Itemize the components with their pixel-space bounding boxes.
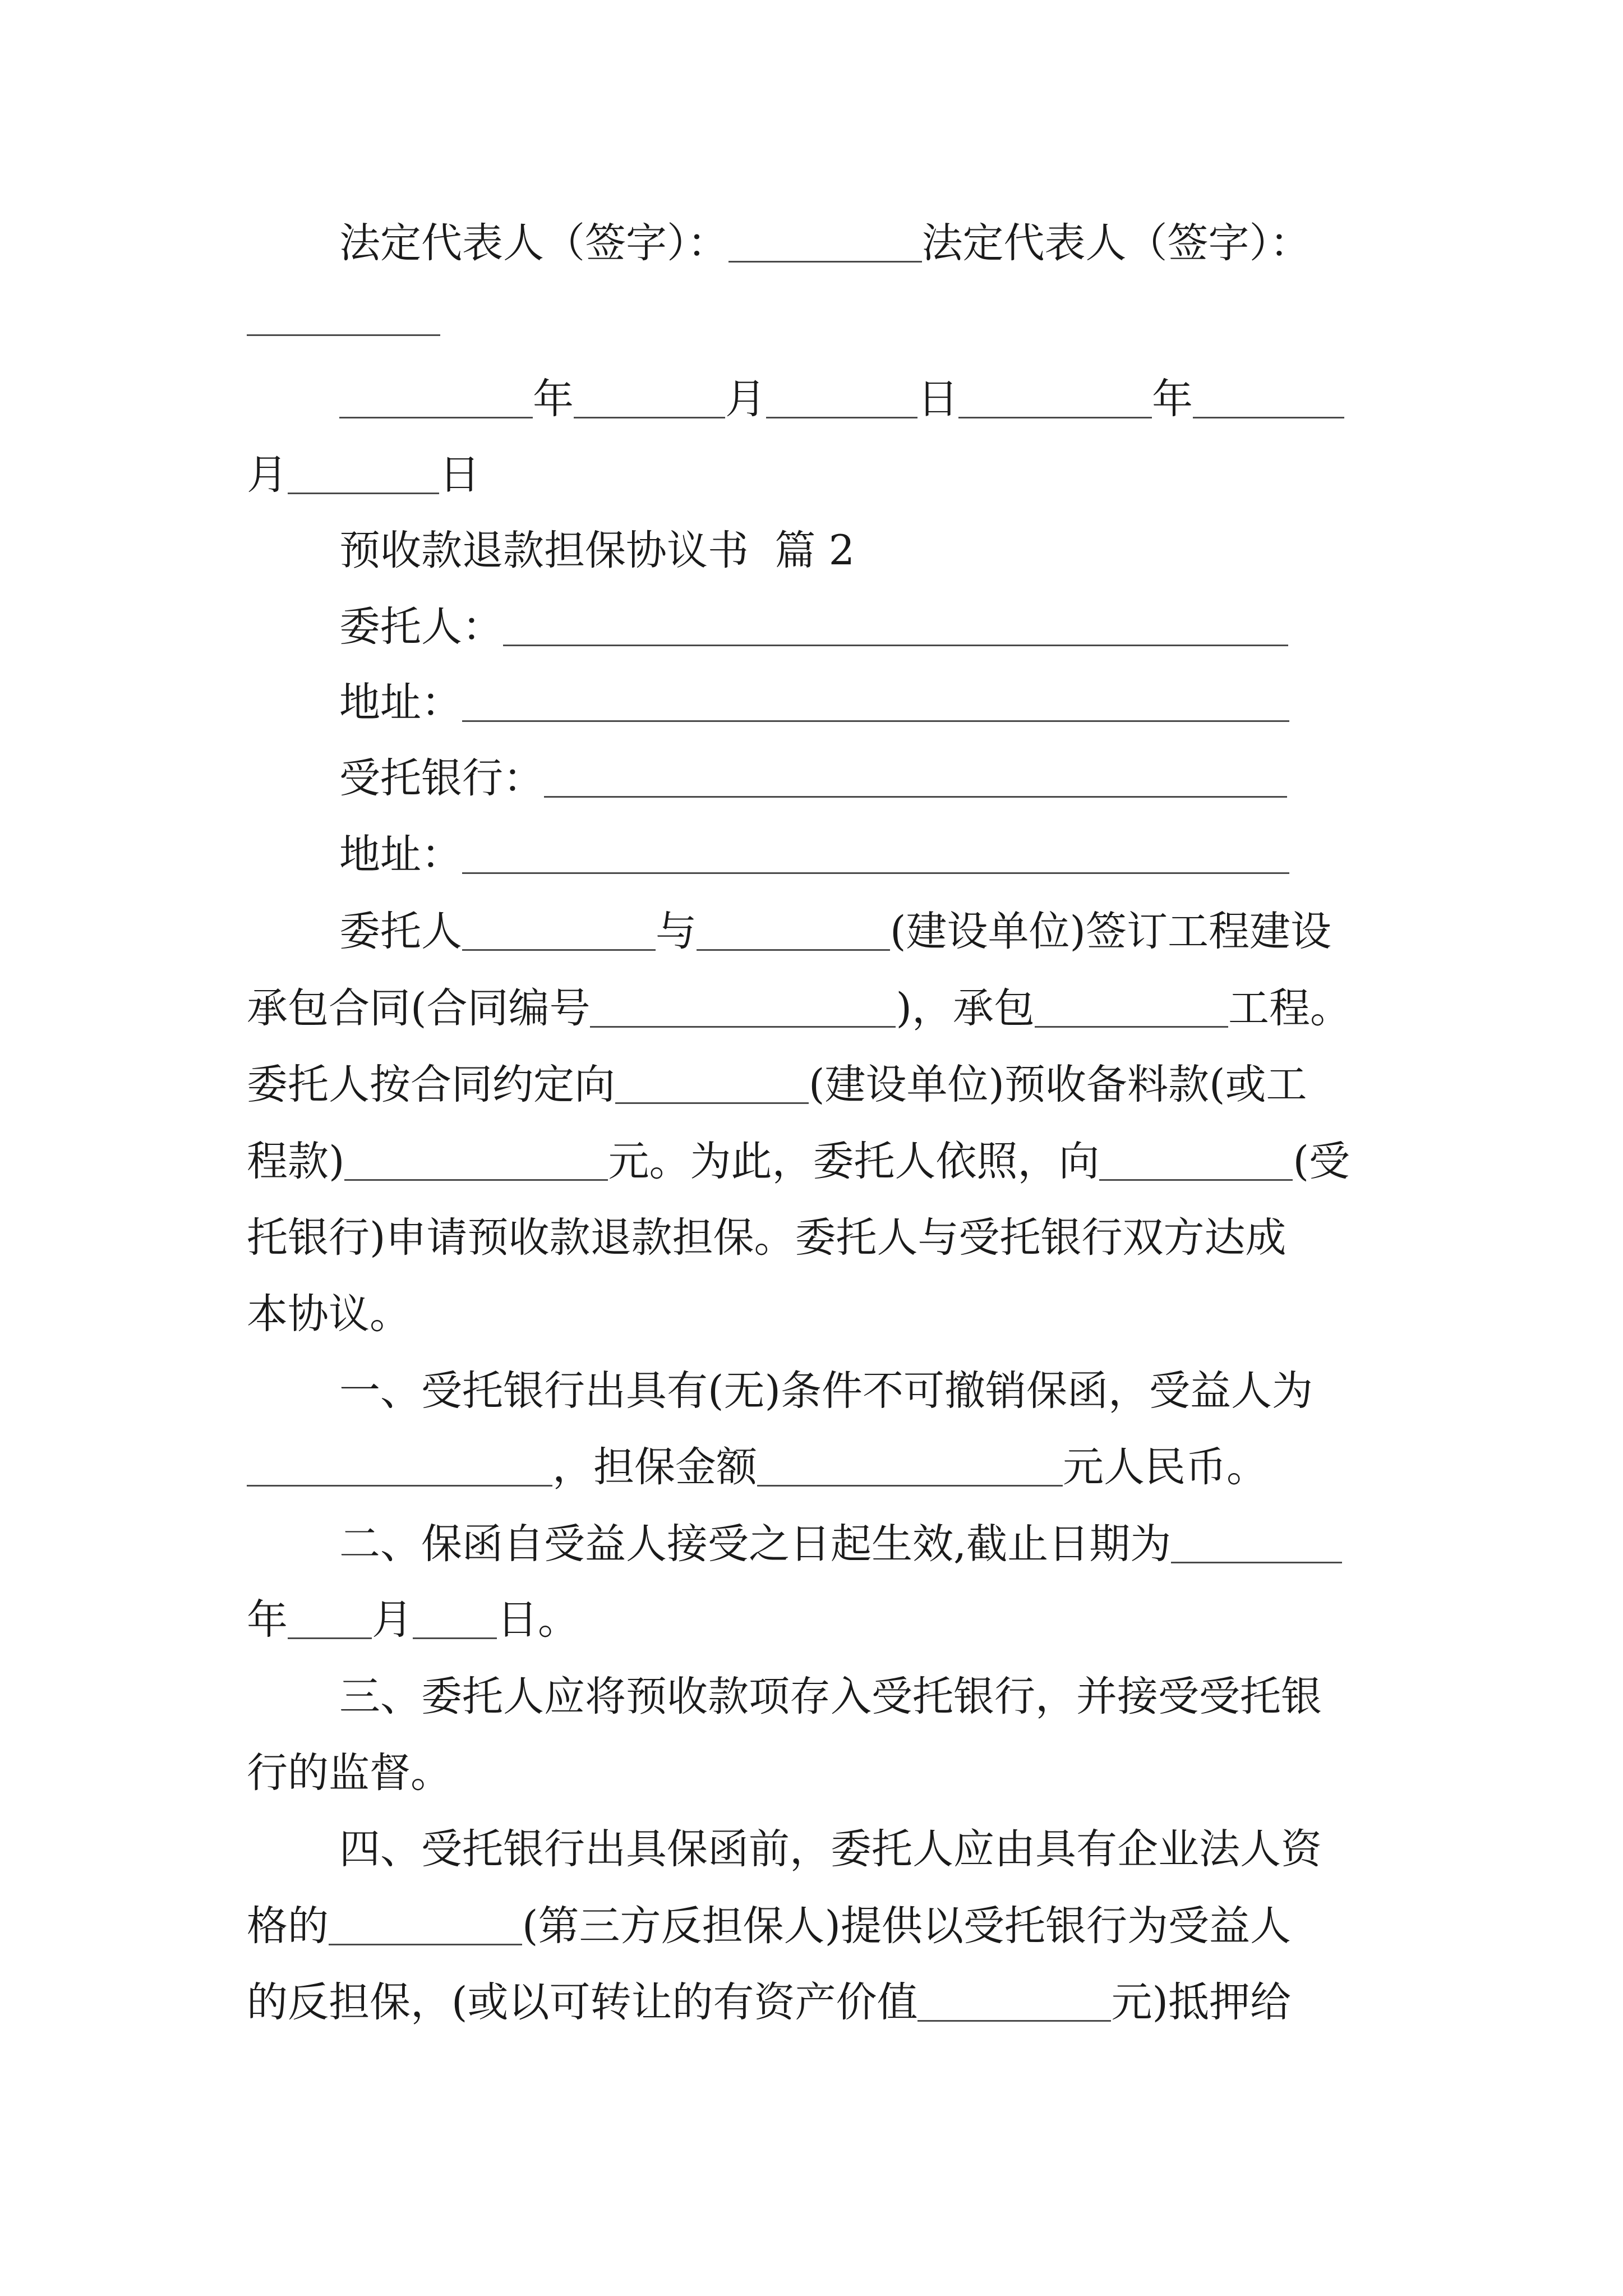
construction-unit-blank[interactable] — [697, 908, 890, 951]
party-bank-address — [339, 827, 1289, 883]
clause-1-line-2 — [247, 1439, 1267, 1496]
expiry-year-blank[interactable] — [1171, 1520, 1342, 1563]
party-bank-address-label: 地址： — [339, 831, 462, 878]
asset-value-blank[interactable] — [917, 1978, 1111, 2022]
clause-text: 元)抵押给 — [1111, 1978, 1291, 2026]
party-bank — [339, 751, 1287, 807]
party-bank-blank[interactable] — [544, 754, 1287, 798]
month-2-blank[interactable] — [1193, 375, 1344, 418]
date-line-2 — [247, 447, 480, 503]
clause-4-line-2 — [247, 1898, 1291, 1954]
intro-text: 元。为此，委托人依照，向 — [608, 1138, 1100, 1185]
project-name-blank[interactable] — [1035, 984, 1228, 1028]
intro-line-1 — [339, 904, 1331, 960]
clause-text: 格的 — [247, 1902, 329, 1950]
beneficiary-blank[interactable] — [247, 1443, 552, 1487]
party-consignor-address-blank[interactable] — [462, 679, 1289, 722]
year-2-label: 年 — [1152, 375, 1193, 423]
expiry-month-blank[interactable] — [288, 1596, 372, 1639]
advance-amount-blank[interactable] — [344, 1138, 608, 1181]
construction-unit-2-blank[interactable] — [615, 1061, 809, 1104]
clause-2-line-1 — [339, 1516, 1342, 1572]
year-2-blank[interactable] — [958, 375, 1152, 418]
intro-line-4 — [247, 1134, 1350, 1190]
intro-text: 工程。 — [1228, 984, 1351, 1032]
day-2-blank[interactable] — [288, 451, 439, 494]
clause-text: (第三方反担保人)提供以受托银行为受益人 — [522, 1902, 1291, 1950]
clause-text: 元人民币。 — [1063, 1443, 1267, 1491]
intro-line-3 — [247, 1057, 1307, 1113]
intro-text: 程款) — [247, 1138, 345, 1185]
day-2-label: 日 — [439, 451, 480, 499]
party-bank-address-blank[interactable] — [462, 831, 1289, 874]
day-1-label: 日 — [917, 375, 958, 423]
clause-3-line-2: 行的监督。 — [247, 1749, 451, 1797]
clause-text: 月 — [372, 1596, 413, 1644]
clause-3-line-1: 三、委托人应将预收款项存入受托银行，并接受受托银 — [339, 1673, 1322, 1720]
clause-4-line-3 — [247, 1975, 1291, 2031]
section-title: 预收款退款担保协议书 篇 2 — [339, 527, 855, 574]
party-consignor-address-label: 地址： — [339, 679, 462, 726]
day-1-blank[interactable] — [766, 375, 917, 418]
guarantee-amount-blank[interactable] — [757, 1443, 1063, 1487]
clause-2-line-2 — [247, 1592, 579, 1648]
intro-line-6: 本协议。 — [247, 1290, 411, 1338]
intro-text: (受 — [1293, 1138, 1350, 1185]
clause-text: 年 — [247, 1596, 288, 1644]
intro-text: 委托人 — [339, 908, 462, 955]
intro-text: 与 — [656, 908, 697, 955]
legal-rep-1-label: 法定代表人（签字）： — [339, 219, 728, 267]
clause-text: ，担保金额 — [552, 1443, 757, 1491]
party-consignor — [339, 599, 1288, 655]
counter-guarantor-blank[interactable] — [329, 1902, 522, 1945]
contract-number-blank[interactable] — [590, 984, 896, 1028]
intro-line-5: 托银行)申请预收款退款担保。委托人与受托银行双方达成 — [247, 1214, 1287, 1262]
intro-line-2 — [247, 981, 1351, 1037]
consignor-name-blank[interactable] — [462, 908, 656, 951]
signature-line-1 — [339, 215, 1311, 272]
date-line-1 — [339, 371, 1344, 427]
party-consignor-address — [339, 675, 1289, 731]
clause-4-line-1: 四、受托银行出具保函前，委托人应由具有企业法人资 — [339, 1825, 1322, 1873]
intro-text: (建设单位)预收备料款(或工 — [809, 1061, 1307, 1108]
clause-text: 日。 — [497, 1596, 579, 1644]
party-consignor-label: 委托人： — [339, 603, 503, 651]
intro-text: )，承包 — [896, 984, 1035, 1032]
clause-text: 的反担保，(或以可转让的有资产价值 — [247, 1978, 918, 2026]
year-1-label: 年 — [533, 375, 574, 423]
intro-text: 委托人按合同约定向 — [247, 1061, 615, 1108]
intro-text: 承包合同(合同编号 — [247, 984, 591, 1032]
bank-name-blank[interactable] — [1099, 1138, 1293, 1181]
clause-text: 二、保函自受益人接受之日起生效,截止日期为 — [339, 1520, 1172, 1568]
month-1-label: 月 — [725, 375, 766, 423]
year-1-blank[interactable] — [339, 375, 533, 418]
party-consignor-blank[interactable] — [503, 603, 1288, 646]
expiry-day-blank[interactable] — [413, 1596, 497, 1639]
month-1-blank[interactable] — [574, 375, 725, 418]
month-2-label: 月 — [247, 451, 288, 499]
party-bank-label: 受托银行： — [339, 754, 544, 802]
legal-rep-2-label: 法定代表人（签字）： — [921, 219, 1311, 267]
intro-text: (建设单位)签订工程建设 — [890, 908, 1331, 955]
signature-line-2 — [247, 289, 440, 345]
legal-rep-2-blank[interactable] — [247, 293, 440, 336]
clause-1-line-1: 一、受托银行出具有(无)条件不可撤销保函，受益人为 — [339, 1367, 1313, 1415]
legal-rep-1-blank[interactable] — [728, 219, 922, 263]
